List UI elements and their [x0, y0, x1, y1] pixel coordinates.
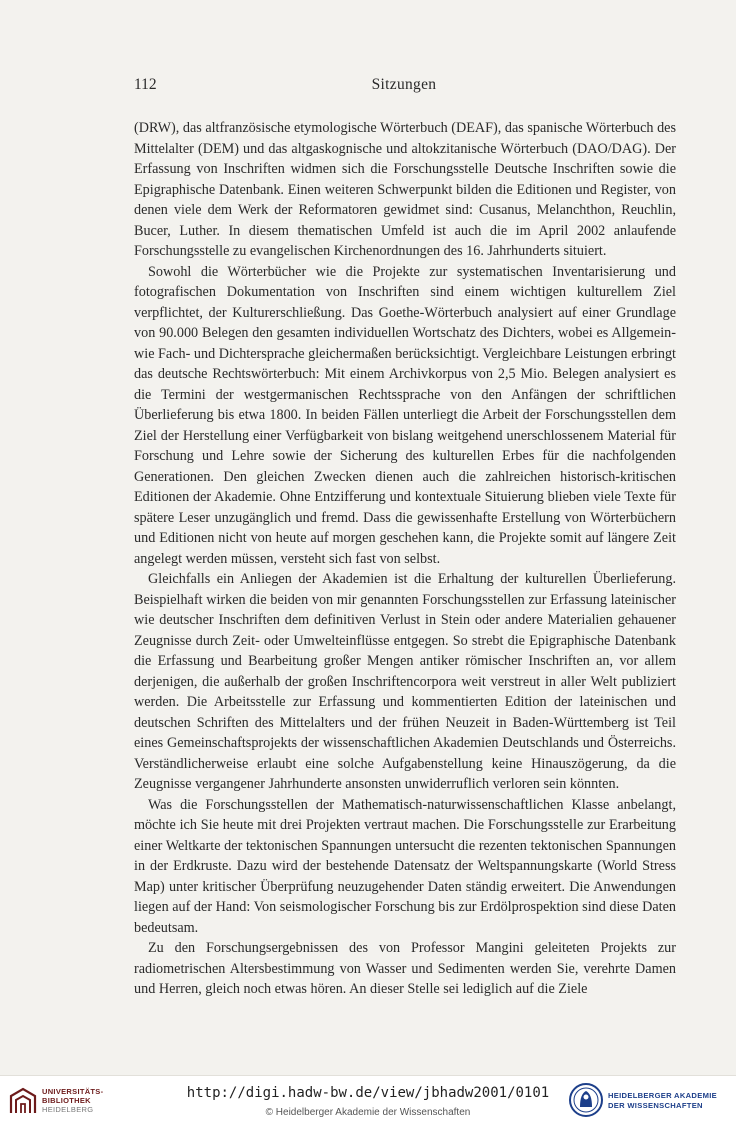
- academy-seal-icon: [568, 1082, 604, 1118]
- paragraph-3: Gleichfalls ein Anliegen der Akademien ist die Erhaltung der kulturellen Überlieferung. Beispielhaft wirken die beiden von mir genannten Forschungsstellen zur Erfassung lateinischer wie deutscher Inschriften dem definitiven Verlust in Stein oder andere Materialien gehauener Zeugnisse durch Zeit- oder Umwelteinflüsse entgegen. So strebt die Epigraphische Datenbank die Erfassung und Bearbeitung großer Mengen antiker römischer Inschriften an, vor allem derjenigen, die außerhalb der großen Inschriftencorpora weit verstreut in aller Welt publiziert werden. Die Arbeitsstelle zur Erfassung und kommentierten Edition der lateinischen und deutschen Schriften des Mittelalters und der frühen Neuzeit in Baden-Württemberg ist Teil eines Gemeinschaftsprojekts der wissenschaftlichen Akademien Deutschlands und Österreichs. Verständlicherweise erlaubt eine solche Aufgabenstellung keine Hinauszögerung, da die Zeugnisse vergangener Jahrhunderte ansonsten unwiderruflich verloren sein könnten.: [134, 571, 676, 792]
- page-number: 112: [134, 76, 157, 93]
- library-logo-line: HEIDELBERG: [42, 1105, 94, 1114]
- academy-logo-line: HEIDELBERGER AKADEMIE: [608, 1091, 717, 1100]
- library-logo-text: [42, 1087, 142, 1114]
- academy-logo[interactable]: [568, 1082, 732, 1120]
- paragraph-1: (DRW), das altfranzösische etymologische Wörterbuch (DEAF), das spanische Wörterbuch des Mittelalter (DEM) und das altgaskognische und altokzitanische Wörterbuch (DAO/DAG). Der Erfassung von Inschriften widmen sich die Forschungsstelle Deutsche Inschriften sowie die Epigraphische Datenbank. Einen weiteren Schwerpunkt bilden die Editionen und Register, von denen viele dem Werk der Reformatoren gewidmet sind: Cusanus, Melanchthon, Reuchlin, Bucer, Luther. In diesem thematischen Umfeld ist auch die im April 2002 anlaufende Forschungsstelle zu evangelischen Kirchenordnungen des 16. Jahrhunderts situiert.: [134, 120, 676, 259]
- copyright-notice: © Heidelberger Akademie der Wissenschaften: [265, 1107, 471, 1118]
- academy-logo-line: DER WISSENSCHAFTEN: [608, 1101, 703, 1110]
- page-header: [128, 76, 680, 96]
- paragraph-5: Zu den Forschungsergebnissen des von Professor Mangini geleiteten Projekts zur radiometrischen Altersbestimmung von Wasser und Sedimenten werden Sie, verehrte Damen und Herren, gleich noch etwas hören. An dieser Stelle sei lediglich auf die Ziele: [134, 940, 676, 997]
- university-library-logo[interactable]: [8, 1084, 148, 1118]
- footer-bar: [0, 1075, 736, 1126]
- library-logo-line: BIBLIOTHEK: [42, 1096, 91, 1105]
- paragraph-2: Sowohl die Wörterbücher wie die Projekte zur systematischen Inventarisierung und fotografischen Dokumentation von Inschriften sind einem wichtigen kulturellem Ziel verpflichtet, der Kulturerschließung. Das Goethe-Wörterbuch analysiert auf einer Grundlage von 90.000 Belegen den gesamten individuellen Wortschatz des Dichters, wobei es Allgemein- wie Fach- und Dichtersprache gleichermaßen berücksichtigt. Vergleichbare Leistungen erbringt das deutsche Rechtswörterbuch: Mit einem Archivkorpus von 2,5 Mio. Belegen analysiert es die Termini der westgermanischen Rechtssprache von den Anfängen der schriftlichen Überlieferung bis etwa 1800. In beiden Fällen unterliegt die Arbeit der Forschungsstellen dem Ziel der Herstellung einer Verfügbarkeit von bislang weitgehend unerschlossenem Material für Forschung und Lehre sowie der Sicherung des kulturellen Erbes für die nachfolgenden Generationen. Den gleichen Zwecken dienen auch die zahlreichen historisch-kritischen Editionen der Akademie. Ohne Entzifferung und kontextuale Situierung blieben viele Texte für spätere Leser unzugänglich und fremd. Dass die gewissenhafte Erstellung von Wörterbüchern und Editionen nicht von heute auf morgen geschehen kann, die Projekte somit auf längere Zeit angelegt werden müssen, versteht sich fast von selbst.: [134, 263, 676, 567]
- academy-logo-text: [608, 1091, 732, 1111]
- body-text: [134, 118, 676, 1000]
- paragraph-4: Was die Forschungsstellen der Mathematisch-naturwissenschaftlichen Klasse anbelangt, möchte ich Sie heute mit drei Projekten vertraut machen. Die Forschungsstelle zur Erarbeitung einer Weltkarte der tektonischen Spannungen untersucht die rezenten tektonischen Spannungen in der Erdkruste. Dazu wird der bestehende Datensatz der Weltspannungskarte (World Stress Map) unter kritischer Überprüfung neuzugehender Daten ständig erweitert. Die Anwendungen liegen auf der Hand: Von seismologischer Forschung bis zur Erdölprospektion sind diese Daten bedeutsam.: [134, 796, 676, 936]
- running-head: Sitzungen: [371, 76, 437, 93]
- permalink-url[interactable]: http://digi.hadw-bw.de/view/jbhadw2001/0101: [186, 1085, 550, 1101]
- library-logo-line: UNIVERSITÄTS-: [42, 1087, 104, 1096]
- library-emblem-icon: [8, 1086, 38, 1116]
